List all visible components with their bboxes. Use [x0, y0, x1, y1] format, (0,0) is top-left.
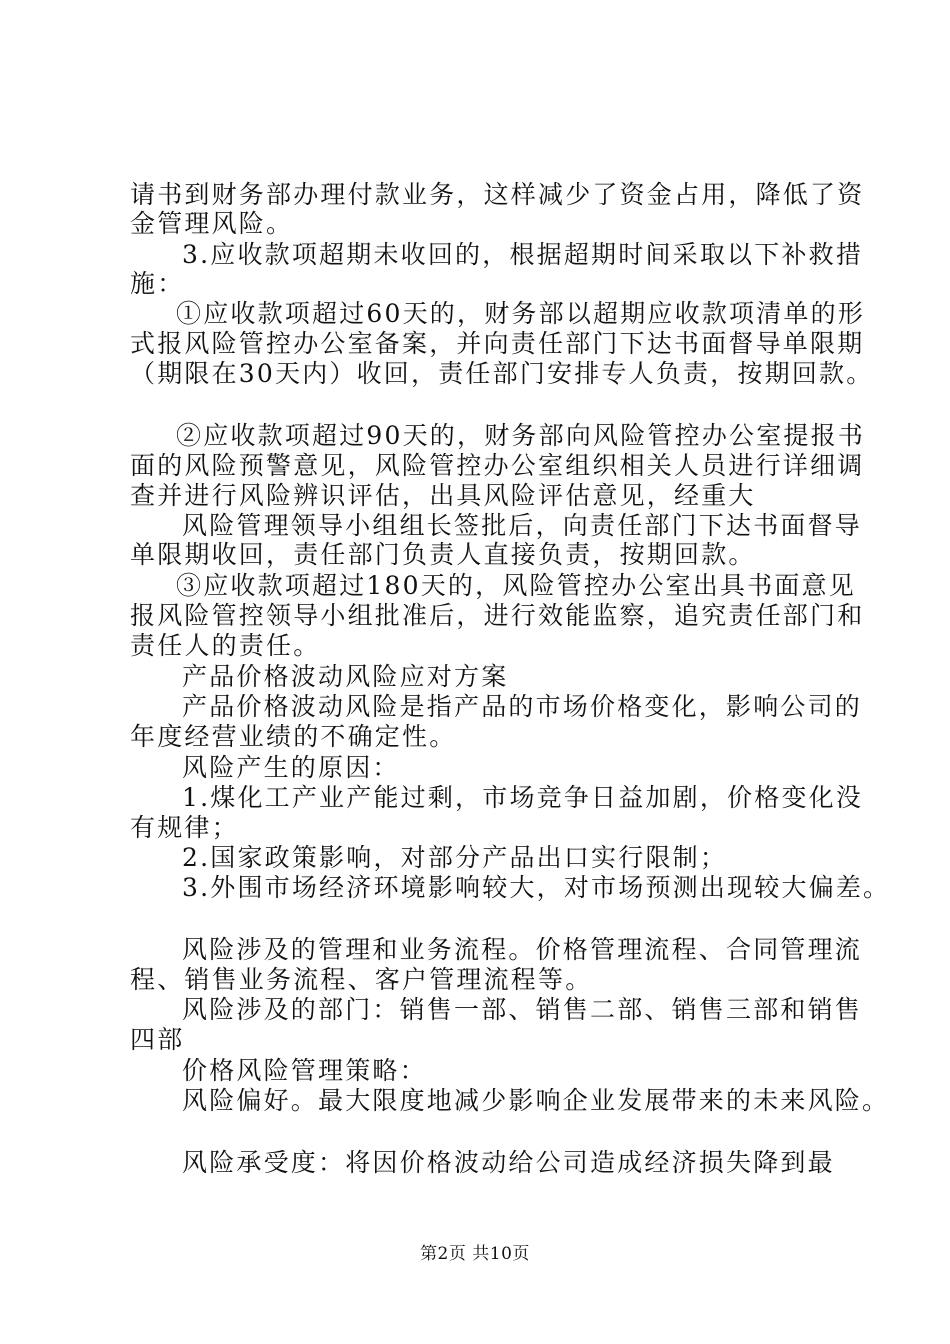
text-line: 程、销售业务流程、客户管理流程等。: [130, 965, 593, 994]
text-line: 3.外围市场经济环境影响较大，对市场预测出现较大偏差。: [182, 873, 891, 902]
section-heading: 产品价格波动风险应对方案: [182, 662, 509, 691]
text-line: 风险涉及的部门：销售一部、销售二部、销售三部和销售: [182, 995, 863, 1024]
text-line: 产品价格波动风险是指产品的市场价格变化，影响公司的: [182, 692, 863, 721]
text-line: 风险管理领导小组组长签批后，向责任部门下达书面督导: [182, 511, 863, 540]
text-line: ②应收款项超过90天的，财务部向风险管控办公室提报书: [176, 421, 866, 450]
text-line: 风险承受度：将因价格波动给公司造成经济损失降到最: [182, 1148, 835, 1177]
text-line: 有规律；: [130, 813, 239, 842]
text-line: 风险产生的原因：: [182, 753, 400, 782]
text-line: 请书到财务部办理付款业务，这样减少了资金占用，降低了资: [130, 180, 865, 209]
text-line: 式报风险管控办公室备案，并向责任部门下达书面督导单限期: [130, 329, 865, 358]
text-line: 面的风险预警意见，风险管控办公室组织相关人员进行详细调: [130, 451, 865, 480]
text-line: 四部: [130, 1025, 185, 1054]
text-line: 施：: [130, 269, 185, 298]
text-line: 责任人的责任。: [130, 631, 321, 660]
text-line: 年度经营业绩的不确定性。: [130, 722, 457, 751]
text-line: 单限期收回，责任部门负责人直接负责，按期回款。: [130, 540, 756, 569]
text-line: 2.国家政策影响，对部分产品出口实行限制；: [182, 843, 728, 872]
text-line: 金管理风险。: [130, 209, 294, 238]
text-line: 1.煤化工产业产能过剩，市场竞争日益加剧，价格变化没: [182, 783, 864, 812]
page-footer: 第2页 共10页: [420, 1244, 530, 1264]
text-line: ①应收款项超过60天的，财务部以超期应收款项清单的形: [176, 299, 866, 328]
text-line: 查并进行风险辨识评估，出具风险评估意见，经重大: [130, 481, 756, 510]
text-line: （期限在30天内）收回，责任部门安排专人负责，按期回款。: [130, 359, 874, 388]
text-line: 3.应收款项超期未收回的，根据超期时间采取以下补救措: [182, 240, 864, 269]
text-line: 风险涉及的管理和业务流程。价格管理流程、合同管理流: [182, 935, 863, 964]
text-line: 价格风险管理策略：: [182, 1056, 427, 1085]
text-line: 风险偏好。最大限度地减少影响企业发展带来的未来风险。: [182, 1086, 890, 1115]
text-line: ③应收款项超过180天的，风险管控办公室出具书面意见: [176, 571, 856, 600]
text-line: 报风险管控领导小组批准后，进行效能监察，追究责任部门和: [130, 601, 865, 630]
